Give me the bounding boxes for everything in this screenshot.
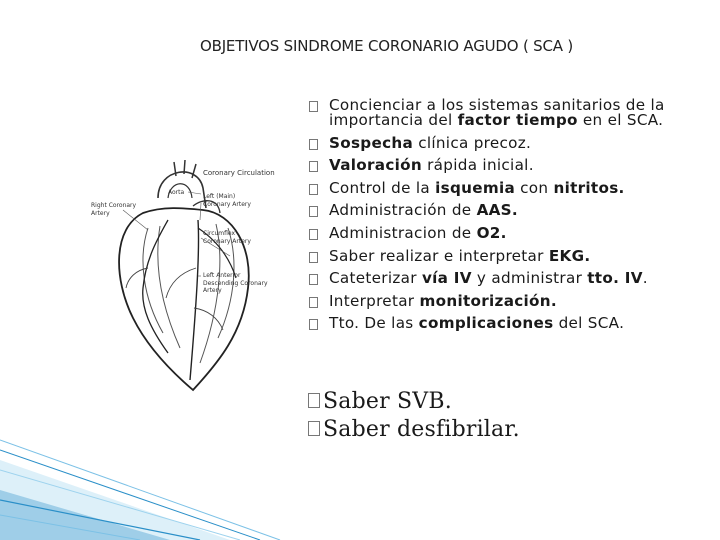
extra-objective-item: [308, 388, 520, 416]
heart-diagram-figure: [88, 158, 288, 398]
label-left-anterior: Left Anterior Descending Coronary Artery: [203, 272, 268, 294]
objective-text: y administrar: [471, 269, 588, 288]
objective-text: Administracion de: [329, 223, 477, 242]
objective-bold-text: Valoración: [329, 156, 423, 175]
objective-item: [305, 271, 705, 286]
objective-text: Cateterizar: [329, 269, 422, 288]
objective-text: Administración de: [329, 201, 477, 220]
objectives-list: [305, 98, 705, 339]
objective-bold-text: EKG.: [548, 246, 591, 265]
bullet-box-icon: [309, 101, 318, 112]
objective-bold-text: vía IV: [421, 269, 472, 288]
objective-text: Control de la: [329, 178, 436, 197]
objective-bold-text: tto. IV: [587, 269, 643, 288]
objective-text: del SCA.: [553, 314, 625, 333]
objective-text: .: [642, 269, 648, 288]
label-right-coronary: Right Coronary Artery: [91, 202, 137, 217]
objective-item: [305, 98, 705, 128]
bullet-box-icon: [309, 274, 318, 285]
objective-bold-text: nitritos.: [553, 178, 625, 197]
extra-objective-text: Saber desfibrilar.: [323, 417, 520, 442]
objective-text: con: [515, 178, 554, 197]
objective-text: Concienciar a los sistemas sanitarios de la importancia del: [329, 96, 665, 129]
objective-item: [305, 246, 705, 265]
objective-item: [305, 223, 705, 242]
objective-bold-text: AAS.: [476, 201, 518, 220]
label-aorta: Aorta: [168, 189, 185, 196]
corner-decoration: [0, 400, 300, 540]
page-title: OBJETIVOS SINDROME CORONARIO AGUDO ( SCA ): [200, 37, 574, 55]
bullet-box-icon: [309, 161, 318, 172]
objective-text: Tto. De las: [329, 314, 419, 333]
objective-bold-text: factor tiempo: [457, 111, 578, 129]
bullet-box-icon: [309, 252, 318, 263]
objective-bold-text: O2.: [476, 223, 507, 242]
bullet-box-icon: [308, 421, 320, 436]
objective-item: [305, 178, 705, 197]
objective-bold-text: complicaciones: [418, 314, 554, 333]
bullet-box-icon: [309, 184, 318, 195]
extra-objective-text: Saber SVB.: [323, 389, 452, 414]
objective-bold-text: monitorización.: [419, 291, 557, 310]
bullet-box-icon: [308, 393, 320, 408]
objective-item: [305, 203, 705, 218]
extra-objective-item: [308, 416, 520, 444]
objective-bold-text: isquemia: [435, 178, 516, 197]
objective-item: [305, 316, 705, 331]
bullet-box-icon: [309, 319, 318, 330]
objective-text: en el SCA.: [577, 111, 664, 129]
label-left-main: Left (Main) Coronary Artery: [203, 193, 251, 208]
bullet-box-icon: [309, 297, 318, 308]
bullet-box-icon: [309, 139, 318, 150]
objective-item: [305, 291, 705, 310]
label-coronary-circulation: Coronary Circulation: [203, 169, 275, 177]
objective-text: Saber realizar e interpretar: [329, 246, 549, 265]
extra-objectives-list: [308, 388, 520, 444]
label-circumflex: Circumflex Coronary Artery: [203, 230, 251, 245]
objective-text: clínica precoz.: [413, 133, 532, 152]
objective-bold-text: Sospecha: [329, 133, 414, 152]
bullet-box-icon: [309, 229, 318, 240]
objective-text: Interpretar: [329, 291, 420, 310]
objective-item: [305, 133, 705, 152]
bullet-box-icon: [309, 206, 318, 217]
objective-item: [305, 158, 705, 173]
objective-text: rápida inicial.: [422, 156, 534, 175]
